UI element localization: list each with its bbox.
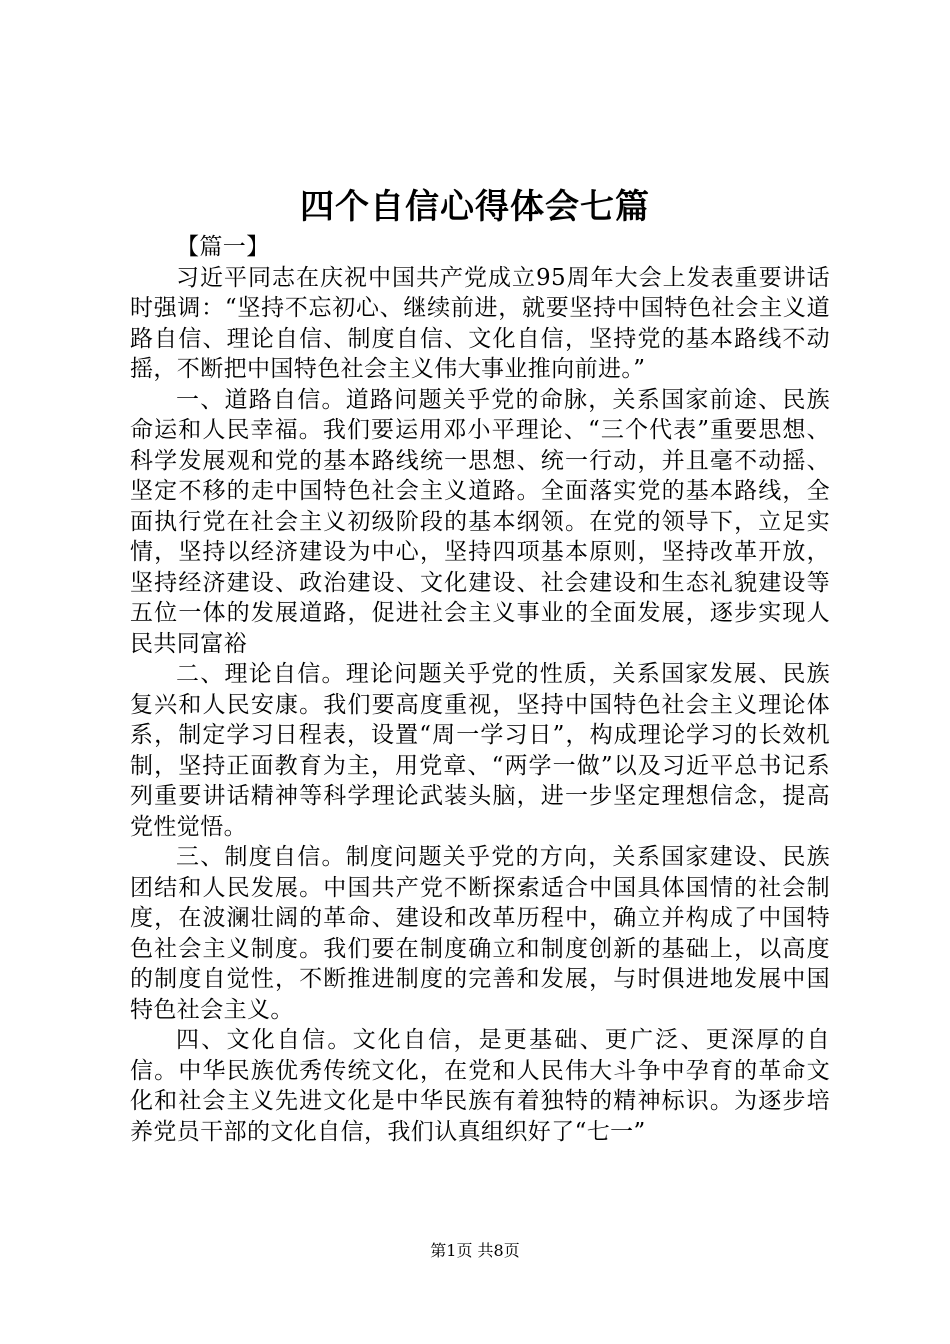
page-footer: 第1页 共8页 (430, 1241, 520, 1260)
paragraph-road-confidence: 一、道路自信。道路问题关乎党的命脉，关系国家前途、民族命运和人民幸福。我们要运用邓小平理论、“三个代表”重要思想、科学发展观和党的基本路线统一思想、统一行动，并且毫不动摇、坚定不移的走中国特色社会主义道路。全面落实党的基本路线，全面执行党在社会主义初级阶段的基本纲领。在党的领导下，立足实情，坚持以经济建设为中心，坚持四项基本原则，坚持改革开放，坚持经济建设、政治建设、文化建设、社会建设和生态礼貌建设等五位一体的发展道路，促进社会主义事业的全面发展，逐步实现人民共同富裕 (130, 386, 830, 657)
document-title: 四个自信心得体会七篇 (300, 187, 650, 227)
paragraph-intro: 习近平同志在庆祝中国共产党成立95周年大会上发表重要讲话时强调：“坚持不忘初心、继续前进，就要坚持中国特色社会主义道路自信、理论自信、制度自信、文化自信，坚持党的基本路线不动摇，不断把中国特色社会主义伟大事业推向前进。” (130, 264, 830, 382)
section-label: 【篇一】 (176, 234, 270, 260)
paragraph-culture-confidence: 四、文化自信。文化自信，是更基础、更广泛、更深厚的自信。中华民族优秀传统文化，在党和人民伟大斗争中孕育的革命文化和社会主义先进文化是中华民族有着独特的精神标识。为逐步培养党员干部的文化自信，我们认真组织好了“七一” (130, 1027, 830, 1145)
paragraph-theory-confidence: 二、理论自信。理论问题关乎党的性质，关系国家发展、民族复兴和人民安康。我们要高度重视，坚持中国特色社会主义理论体系，制定学习日程表，设置“周一学习日”，构成理论学习的长效机制，坚持正面教育为主，用党章、“两学一做”以及习近平总书记系列重要讲话精神等科学理论武装头脑，进一步坚定理想信念，提高党性觉悟。 (130, 661, 830, 840)
paragraph-system-confidence: 三、制度自信。制度问题关乎党的方向，关系国家建设、民族团结和人民发展。中国共产党不断探索适合中国具体国情的社会制度，在波澜壮阔的革命、建设和改革历程中，确立并构成了中国特色社会主义制度。我们要在制度确立和制度创新的基础上，以高度的制度自觉性，不断推进制度的完善和发展，与时俱进地发展中国特色社会主义。 (130, 844, 830, 1023)
document-body (130, 232, 830, 1147)
